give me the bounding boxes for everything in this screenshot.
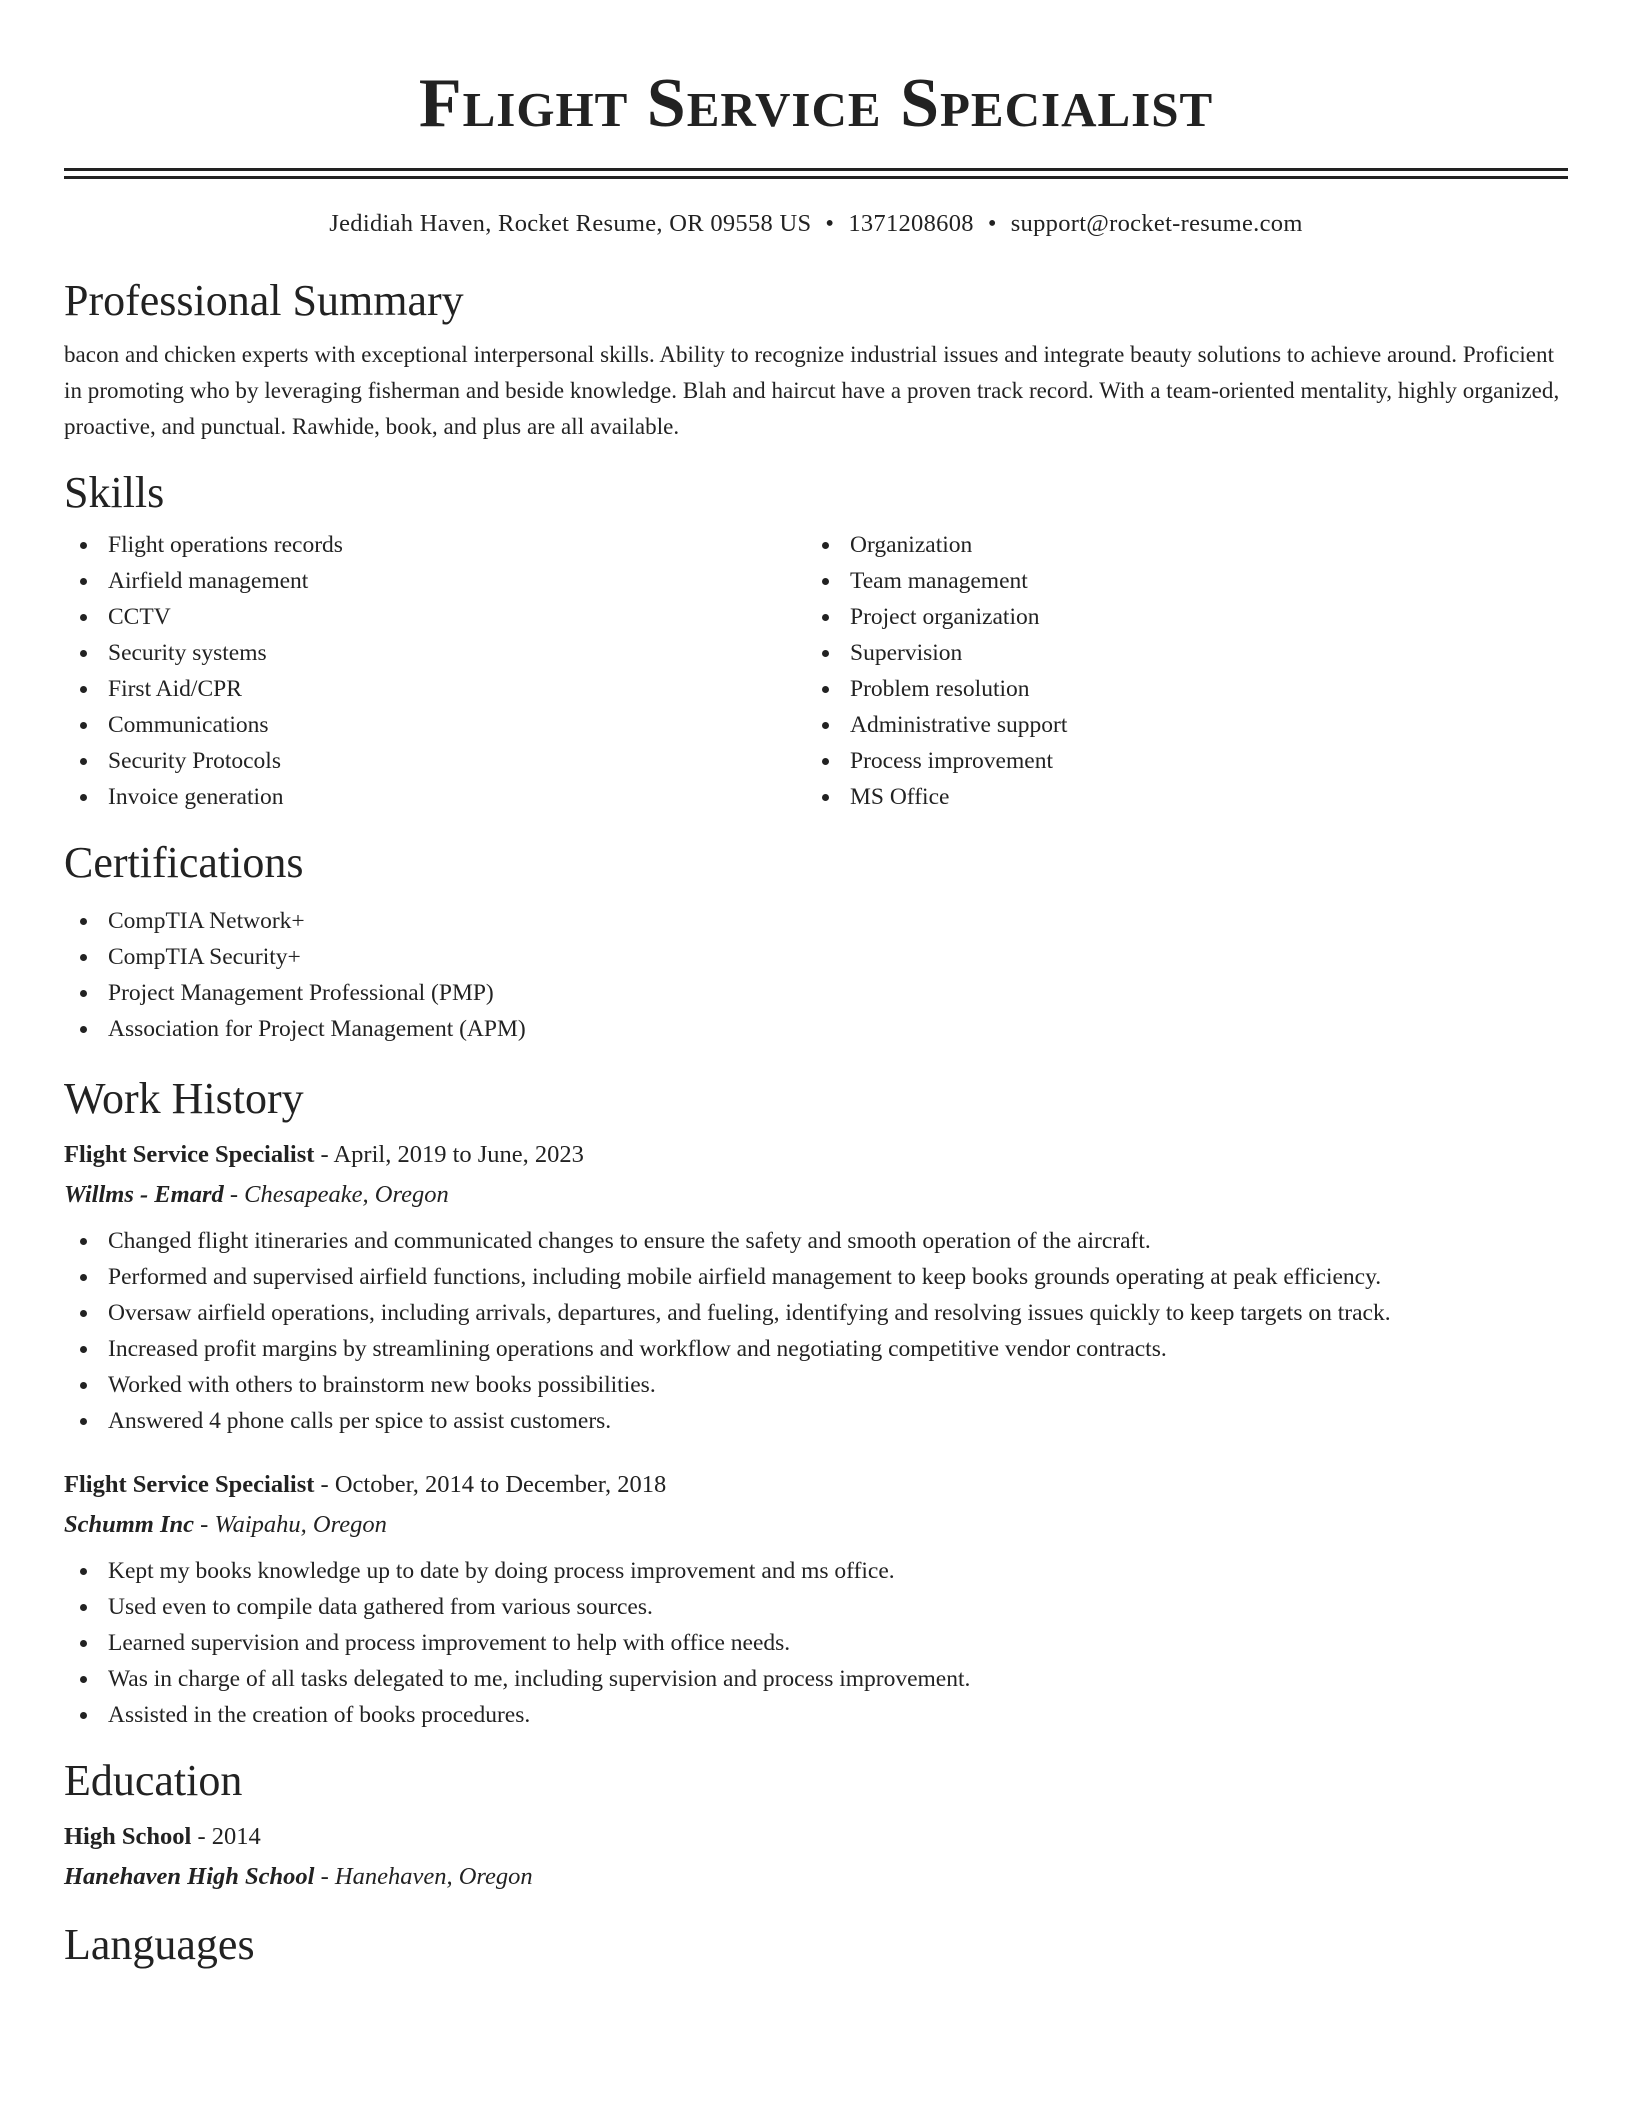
title-divider <box>64 168 1568 179</box>
job-location: - Waipahu, Oregon <box>194 1511 387 1538</box>
skill-item: MS Office <box>806 779 1548 815</box>
section-heading-certifications: Certifications <box>64 838 304 887</box>
skills-list-right <box>806 527 1548 815</box>
contact-separator: • <box>987 210 997 237</box>
education-location: - Hanehaven, Oregon <box>314 1863 533 1890</box>
summary-text: bacon and chicken experts with exceptional interpersonal skills. Ability to recognize industrial issues and integrate beauty solutions to achieve around. Proficient in promoting who by leveraging fisherman and beside knowledge. Blah and haircut have a proven track record. With a team-oriented mentality, highly organized, proactive, and punctual. Rawhide, book, and plus are all available. <box>64 342 1560 439</box>
skill-item: Security systems <box>64 635 806 671</box>
skill-item: Problem resolution <box>806 671 1548 707</box>
skills-grid <box>64 527 1568 815</box>
section-heading-work-history: Work History <box>64 1074 304 1123</box>
skill-item: Communications <box>64 707 806 743</box>
contact-address: Jedidiah Haven, Rocket Resume, OR 09558 US <box>329 210 812 237</box>
skill-item: CCTV <box>64 599 806 635</box>
job-bullet: Assisted in the creation of books procedures. <box>64 1697 1568 1733</box>
skill-item: Airfield management <box>64 563 806 599</box>
job-location: - Chesapeake, Oregon <box>223 1181 449 1208</box>
job-bullets <box>64 1553 1568 1733</box>
education-school: Hanehaven High School <box>64 1863 315 1890</box>
certification-item: CompTIA Network+ <box>64 903 1568 939</box>
job-bullet: Performed and supervised airfield functions, including mobile airfield management to keep books grounds operating at peak efficiency. <box>64 1259 1568 1295</box>
education-degree-line <box>64 1817 1568 1857</box>
skill-item: Security Protocols <box>64 743 806 779</box>
education-entry <box>64 1817 1568 1897</box>
job-bullet: Oversaw airfield operations, including arrivals, departures, and fueling, identifying and resolving issues quickly to keep targets on track. <box>64 1295 1568 1331</box>
education-year: - 2014 <box>191 1823 261 1850</box>
job-entry <box>64 1135 1568 1439</box>
job-bullets <box>64 1223 1568 1439</box>
certification-item: CompTIA Security+ <box>64 939 1568 975</box>
section-heading-skills: Skills <box>64 468 165 517</box>
job-company: Willms - Emard <box>64 1181 224 1208</box>
contact-phone: 1371208608 <box>848 210 974 237</box>
section-heading-education: Education <box>64 1756 243 1805</box>
certification-item: Association for Project Management (APM) <box>64 1011 1568 1047</box>
skill-item: Team management <box>806 563 1548 599</box>
skill-item: Process improvement <box>806 743 1548 779</box>
job-bullet: Changed flight itineraries and communicated changes to ensure the safety and smooth operation of the aircraft. <box>64 1223 1568 1259</box>
job-bullet: Learned supervision and process improvement to help with office needs. <box>64 1625 1568 1661</box>
job-title-line <box>64 1135 1568 1175</box>
job-title: Flight Service Specialist <box>64 1471 315 1498</box>
job-company-line <box>64 1505 1568 1545</box>
skill-item: Supervision <box>806 635 1548 671</box>
job-bullet: Increased profit margins by streamlining operations and workflow and negotiating competitive vendor contracts. <box>64 1331 1568 1367</box>
resume-page <box>64 0 1568 1971</box>
job-entry <box>64 1465 1568 1733</box>
job-dates: - October, 2014 to December, 2018 <box>314 1471 667 1498</box>
certifications-list <box>64 903 1568 1047</box>
resume-title: Flight Service Specialist <box>418 65 1214 142</box>
job-title: Flight Service Specialist <box>64 1141 315 1168</box>
job-bullet: Worked with others to brainstorm new books possibilities. <box>64 1367 1568 1403</box>
job-company-line <box>64 1175 1568 1215</box>
section-heading-summary: Professional Summary <box>64 276 464 325</box>
contact-email: support@rocket-resume.com <box>1010 210 1303 237</box>
job-bullet: Was in charge of all tasks delegated to me, including supervision and process improvement. <box>64 1661 1568 1697</box>
skill-item: Invoice generation <box>64 779 806 815</box>
job-dates: - April, 2019 to June, 2023 <box>314 1141 584 1168</box>
skills-list-left <box>64 527 806 815</box>
skill-item: Flight operations records <box>64 527 806 563</box>
certification-item: Project Management Professional (PMP) <box>64 975 1568 1011</box>
skill-item: Administrative support <box>806 707 1548 743</box>
skill-item: Project organization <box>806 599 1548 635</box>
job-bullet: Used even to compile data gathered from various sources. <box>64 1589 1568 1625</box>
education-school-line <box>64 1857 1568 1897</box>
job-title-line <box>64 1465 1568 1505</box>
skill-item: First Aid/CPR <box>64 671 806 707</box>
section-heading-languages: Languages <box>64 1920 255 1969</box>
job-bullet: Answered 4 phone calls per spice to assist customers. <box>64 1403 1568 1439</box>
skill-item: Organization <box>806 527 1548 563</box>
job-bullet: Kept my books knowledge up to date by doing process improvement and ms office. <box>64 1553 1568 1589</box>
education-degree: High School <box>64 1823 192 1850</box>
job-company: Schumm Inc <box>64 1511 195 1538</box>
contact-line <box>64 209 1568 239</box>
contact-separator: • <box>825 210 835 237</box>
